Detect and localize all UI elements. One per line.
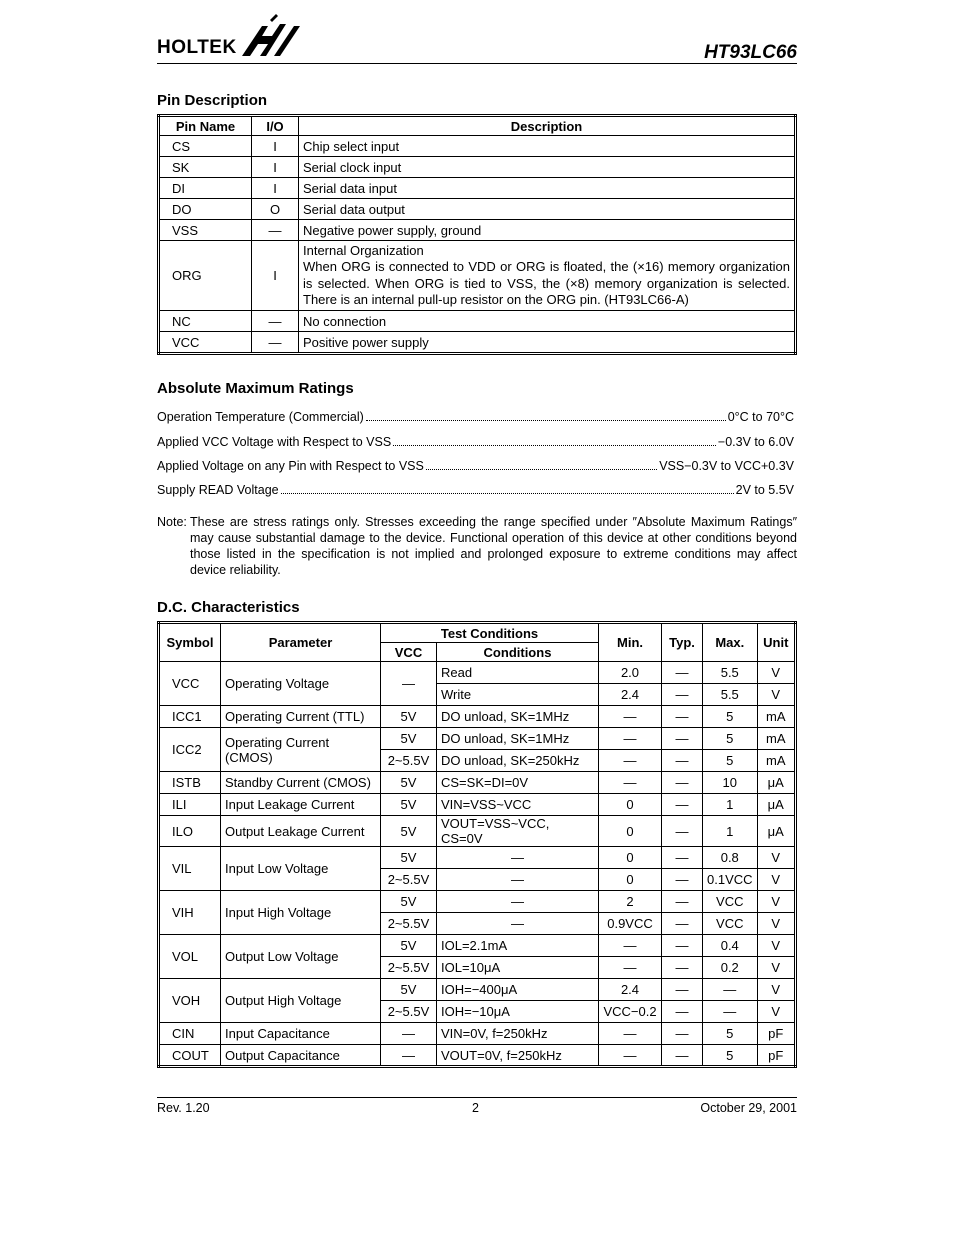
table-row — [159, 1023, 796, 1045]
cell-symbol: COUT — [159, 1045, 221, 1067]
cell-max: 0.1VCC — [703, 869, 758, 891]
cell-min: 0.9VCC — [599, 913, 662, 935]
table-row — [159, 332, 796, 354]
cell-max: 5 — [703, 728, 758, 750]
cell-min: — — [599, 957, 662, 979]
cell-max: 10 — [703, 772, 758, 794]
pin-desc: Positive power supply — [299, 332, 796, 354]
dc-characteristics-table — [157, 621, 797, 1068]
cell-unit: V — [757, 847, 795, 869]
pin-name: DO — [159, 199, 252, 220]
cell-max: 5.5 — [703, 662, 758, 684]
cell-vcc: — — [381, 1045, 437, 1067]
col-header-description: Description — [299, 116, 796, 136]
cell-max: 5 — [703, 750, 758, 772]
note-text: These are stress ratings only. Stresses exceeding the range specified under ″Absolute Maximum Ratings″ may cause substantial damage to the device. Functional operation of this device at other conditions beyond those listed in the specification is not implied and prolonged exposure to extreme conditions may affect device reliability. — [190, 515, 797, 577]
cell-conditions: CS=SK=DI=0V — [437, 772, 599, 794]
col-header-max: Max. — [703, 623, 758, 662]
cell-conditions: VOUT=VSS~VCC, CS=0V — [437, 816, 599, 847]
cell-vcc: 2~5.5V — [381, 869, 437, 891]
cell-min: 2.4 — [599, 979, 662, 1001]
ratings-note — [157, 514, 797, 578]
cell-conditions: — — [437, 847, 599, 869]
cell-typ: — — [662, 847, 703, 869]
pin-description-table — [157, 114, 797, 355]
cell-max: 5 — [703, 1045, 758, 1067]
cell-unit: V — [757, 662, 795, 684]
table-row — [159, 794, 796, 816]
rating-row — [157, 406, 794, 424]
cell-symbol: VCC — [159, 662, 221, 706]
cell-vcc: 5V — [381, 979, 437, 1001]
table-row — [159, 311, 796, 332]
cell-typ: — — [662, 772, 703, 794]
cell-symbol: VOL — [159, 935, 221, 979]
cell-symbol: ISTB — [159, 772, 221, 794]
pin-desc-title: Internal Organization — [303, 242, 424, 258]
pin-io: I — [252, 241, 299, 311]
cell-max: — — [703, 1001, 758, 1023]
cell-unit: V — [757, 913, 795, 935]
cell-vcc: 5V — [381, 706, 437, 728]
cell-parameter: Input Low Voltage — [221, 847, 381, 891]
col-header-io: I/O — [252, 116, 299, 136]
cell-vcc: 2~5.5V — [381, 913, 437, 935]
rating-row — [157, 455, 794, 473]
leader-dots — [281, 493, 734, 494]
cell-symbol: VIL — [159, 847, 221, 891]
pin-desc: No connection — [299, 311, 796, 332]
cell-min: 0 — [599, 794, 662, 816]
col-header-conditions: Conditions — [437, 643, 599, 662]
cell-max: 0.8 — [703, 847, 758, 869]
cell-typ: — — [662, 979, 703, 1001]
rating-label: Applied Voltage on any Pin with Respect to VSS — [157, 459, 424, 473]
leader-dots — [393, 445, 716, 446]
cell-parameter: Input Capacitance — [221, 1023, 381, 1045]
cell-unit: V — [757, 935, 795, 957]
cell-conditions: VIN=VSS~VCC — [437, 794, 599, 816]
cell-max: VCC — [703, 891, 758, 913]
col-header-unit: Unit — [757, 623, 795, 662]
table-row — [159, 891, 796, 913]
rating-row — [157, 479, 794, 497]
cell-min: 2.0 — [599, 662, 662, 684]
cell-min: — — [599, 750, 662, 772]
pin-name: NC — [159, 311, 252, 332]
cell-max: 5 — [703, 1023, 758, 1045]
pin-name: ORG — [159, 241, 252, 311]
cell-vcc: 2~5.5V — [381, 1001, 437, 1023]
note-label: Note: — [157, 515, 187, 529]
cell-min: VCC−0.2 — [599, 1001, 662, 1023]
pin-io: — — [252, 220, 299, 241]
cell-vcc: 2~5.5V — [381, 750, 437, 772]
cell-symbol: ICC1 — [159, 706, 221, 728]
cell-conditions: — — [437, 869, 599, 891]
cell-unit: pF — [757, 1023, 795, 1045]
cell-conditions: — — [437, 913, 599, 935]
cell-min: — — [599, 935, 662, 957]
pin-io: O — [252, 199, 299, 220]
pin-io: I — [252, 178, 299, 199]
cell-typ: — — [662, 728, 703, 750]
pin-name: DI — [159, 178, 252, 199]
cell-symbol: VOH — [159, 979, 221, 1023]
col-header-symbol: Symbol — [159, 623, 221, 662]
cell-unit: V — [757, 891, 795, 913]
cell-max: 1 — [703, 816, 758, 847]
cell-max: 0.2 — [703, 957, 758, 979]
cell-max: 0.4 — [703, 935, 758, 957]
col-header-typ: Typ. — [662, 623, 703, 662]
rating-label: Applied VCC Voltage with Respect to VSS — [157, 435, 392, 449]
cell-symbol: ILO — [159, 816, 221, 847]
cell-min: 0 — [599, 847, 662, 869]
cell-typ: — — [662, 816, 703, 847]
cell-conditions: — — [437, 891, 599, 913]
col-header-pin-name: Pin Name — [159, 116, 252, 136]
cell-parameter: Output Leakage Current — [221, 816, 381, 847]
pin-desc: Chip select input — [299, 136, 796, 157]
cell-symbol: ILI — [159, 794, 221, 816]
page-number: 2 — [472, 1101, 479, 1115]
cell-parameter: Output High Voltage — [221, 979, 381, 1023]
cell-vcc: 5V — [381, 935, 437, 957]
cell-vcc: — — [381, 1023, 437, 1045]
cell-vcc: 5V — [381, 794, 437, 816]
cell-parameter: Standby Current (CMOS) — [221, 772, 381, 794]
cell-symbol: ICC2 — [159, 728, 221, 772]
cell-max: — — [703, 979, 758, 1001]
cell-typ: — — [662, 684, 703, 706]
revision: Rev. 1.20 — [157, 1101, 210, 1115]
leader-dots — [426, 469, 657, 470]
cell-unit: mA — [757, 750, 795, 772]
dc-heading: D.C. Characteristics — [157, 599, 300, 616]
cell-conditions: DO unload, SK=250kHz — [437, 750, 599, 772]
footer-rule — [157, 1097, 797, 1098]
cell-conditions: DO unload, SK=1MHz — [437, 728, 599, 750]
cell-vcc: 5V — [381, 891, 437, 913]
brand-logo: HOLTEK — [157, 37, 237, 58]
cell-conditions: IOH=−400μA — [437, 979, 599, 1001]
cell-parameter: Operating Current (TTL) — [221, 706, 381, 728]
table-row — [159, 847, 796, 869]
pin-desc: When ORG is connected to VDD or ORG is floated, the (×16) memory organization is selected. When ORG is tied to VSS, the (×8) memory organization is selected. There is an internal pull-up resistor on the ORG pin. (HT93LC66-A) — [303, 259, 790, 307]
cell-min: 2 — [599, 891, 662, 913]
cell-typ: — — [662, 662, 703, 684]
pin-name: VSS — [159, 220, 252, 241]
cell-typ: — — [662, 750, 703, 772]
cell-typ: — — [662, 957, 703, 979]
cell-symbol: VIH — [159, 891, 221, 935]
cell-unit: mA — [757, 728, 795, 750]
rating-value: VSS−0.3V to VCC+0.3V — [659, 459, 794, 473]
cell-conditions: IOL=2.1mA — [437, 935, 599, 957]
pin-desc: Serial data input — [299, 178, 796, 199]
table-row — [159, 1045, 796, 1067]
cell-parameter: Operating Current (CMOS) — [221, 728, 381, 772]
pin-desc: Serial clock input — [299, 157, 796, 178]
cell-conditions: DO unload, SK=1MHz — [437, 706, 599, 728]
cell-typ: — — [662, 935, 703, 957]
pin-name: SK — [159, 157, 252, 178]
cell-vcc: — — [381, 662, 437, 706]
table-row — [159, 816, 796, 847]
cell-vcc: 5V — [381, 847, 437, 869]
cell-unit: V — [757, 869, 795, 891]
cell-parameter: Input High Voltage — [221, 891, 381, 935]
cell-typ: — — [662, 1001, 703, 1023]
pin-io: — — [252, 311, 299, 332]
table-row — [159, 772, 796, 794]
cell-vcc: 5V — [381, 772, 437, 794]
document-title: HT93LC66 — [704, 42, 797, 63]
cell-parameter: Output Low Voltage — [221, 935, 381, 979]
col-header-parameter: Parameter — [221, 623, 381, 662]
pin-description-heading: Pin Description — [157, 92, 268, 109]
rating-row — [157, 431, 794, 449]
cell-typ: — — [662, 1023, 703, 1045]
cell-min: — — [599, 728, 662, 750]
cell-conditions: Read — [437, 662, 599, 684]
cell-min: 2.4 — [599, 684, 662, 706]
cell-unit: V — [757, 979, 795, 1001]
pin-io: — — [252, 332, 299, 354]
cell-unit: μA — [757, 816, 795, 847]
table-row — [159, 220, 796, 241]
cell-vcc: 5V — [381, 728, 437, 750]
rating-label: Operation Temperature (Commercial) — [157, 410, 364, 424]
cell-max: 1 — [703, 794, 758, 816]
cell-max: VCC — [703, 913, 758, 935]
cell-unit: μA — [757, 794, 795, 816]
table-row — [159, 979, 796, 1001]
col-header-test-conditions: Test Conditions — [381, 623, 599, 643]
table-row — [159, 136, 796, 157]
cell-symbol: CIN — [159, 1023, 221, 1045]
cell-conditions: Write — [437, 684, 599, 706]
table-row — [159, 199, 796, 220]
cell-min: 0 — [599, 869, 662, 891]
ratings-heading: Absolute Maximum Ratings — [157, 380, 354, 397]
cell-parameter: Output Capacitance — [221, 1045, 381, 1067]
cell-vcc: 5V — [381, 816, 437, 847]
pin-io: I — [252, 157, 299, 178]
date: October 29, 2001 — [700, 1101, 797, 1115]
pin-name: VCC — [159, 332, 252, 354]
table-row — [159, 241, 796, 311]
cell-unit: V — [757, 684, 795, 706]
table-row — [159, 157, 796, 178]
cell-unit: μA — [757, 772, 795, 794]
col-header-vcc: VCC — [381, 643, 437, 662]
cell-typ: — — [662, 869, 703, 891]
cell-typ: — — [662, 891, 703, 913]
rating-label: Supply READ Voltage — [157, 483, 279, 497]
cell-max: 5 — [703, 706, 758, 728]
cell-unit: V — [757, 1001, 795, 1023]
pin-desc: Serial data output — [299, 199, 796, 220]
pin-desc: Negative power supply, ground — [299, 220, 796, 241]
table-row — [159, 706, 796, 728]
pin-desc-org — [299, 241, 796, 311]
rating-value: 2V to 5.5V — [735, 483, 794, 497]
cell-vcc: 2~5.5V — [381, 957, 437, 979]
cell-unit: V — [757, 957, 795, 979]
cell-min: — — [599, 1023, 662, 1045]
cell-typ: — — [662, 913, 703, 935]
cell-conditions: IOL=10μA — [437, 957, 599, 979]
cell-typ: — — [662, 794, 703, 816]
cell-min: — — [599, 706, 662, 728]
rating-value: 0°C to 70°C — [727, 410, 794, 424]
holtek-logo-icon — [240, 12, 302, 60]
table-row — [159, 728, 796, 750]
cell-typ: — — [662, 706, 703, 728]
cell-unit: mA — [757, 706, 795, 728]
leader-dots — [366, 420, 726, 421]
cell-typ: — — [662, 1045, 703, 1067]
table-row — [159, 662, 796, 684]
cell-conditions: IOH=−10μA — [437, 1001, 599, 1023]
col-header-min: Min. — [599, 623, 662, 662]
header-rule — [157, 63, 797, 64]
pin-io: I — [252, 136, 299, 157]
rating-value: −0.3V to 6.0V — [717, 435, 794, 449]
table-row — [159, 935, 796, 957]
cell-max: 5.5 — [703, 684, 758, 706]
cell-conditions: VIN=0V, f=250kHz — [437, 1023, 599, 1045]
cell-min: — — [599, 1045, 662, 1067]
table-row — [159, 178, 796, 199]
cell-min: — — [599, 772, 662, 794]
cell-unit: pF — [757, 1045, 795, 1067]
cell-parameter: Input Leakage Current — [221, 794, 381, 816]
cell-parameter: Operating Voltage — [221, 662, 381, 706]
pin-name: CS — [159, 136, 252, 157]
cell-min: 0 — [599, 816, 662, 847]
cell-conditions: VOUT=0V, f=250kHz — [437, 1045, 599, 1067]
